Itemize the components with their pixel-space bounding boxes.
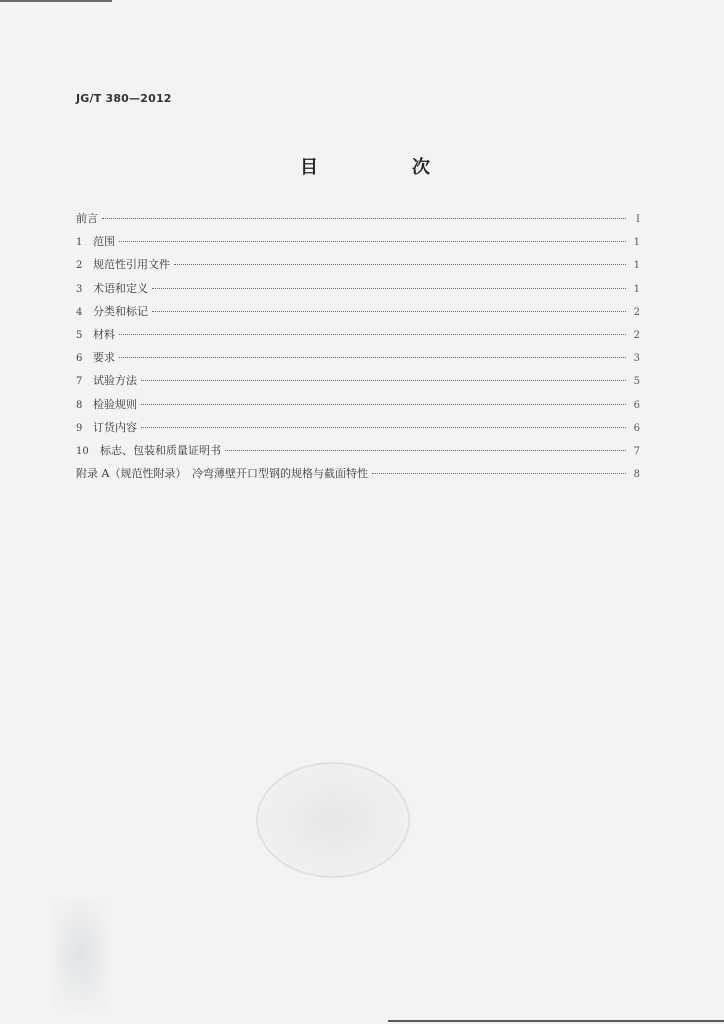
toc-entry-5[interactable] <box>76 326 640 349</box>
toc-entry-number: 10 <box>76 445 89 457</box>
toc-leader-dots <box>225 450 626 451</box>
toc-entry-page: 7 <box>633 445 640 457</box>
toc-entry-8[interactable] <box>76 396 640 419</box>
toc-entry-1[interactable] <box>76 233 640 256</box>
toc-entry-number: 3 <box>76 283 83 295</box>
toc-leader-dots <box>174 264 626 265</box>
toc-entry-label: 检验规则 <box>93 397 137 411</box>
toc-entry-page: 1 <box>633 283 640 295</box>
toc-leader-dots <box>141 380 626 381</box>
toc-entry-number: 6 <box>76 353 83 365</box>
toc-entry-page: 1 <box>633 260 640 272</box>
toc-entry-number: 4 <box>76 306 83 318</box>
top-rule <box>0 0 112 2</box>
toc-leader-dots <box>119 334 626 335</box>
toc-entry-number: 5 <box>76 329 83 341</box>
toc-entry-page: Ⅰ <box>636 214 640 225</box>
toc-entry-page: 6 <box>633 399 640 411</box>
toc-entry-6[interactable] <box>76 349 640 372</box>
toc-entry-number: 9 <box>76 422 83 434</box>
toc-entry-page: 8 <box>633 469 640 481</box>
toc-entry-page: 3 <box>633 353 640 365</box>
toc-entry-label: 试验方法 <box>93 374 137 388</box>
toc-entry-page: 2 <box>633 306 640 318</box>
toc-entry-number: 2 <box>76 260 83 272</box>
toc-leader-dots <box>119 241 626 242</box>
table-of-contents <box>76 210 640 488</box>
bottom-rule <box>388 1020 724 1022</box>
toc-entry-label: 要求 <box>93 351 115 365</box>
toc-entry-9[interactable] <box>76 419 640 442</box>
toc-entry-label: 附录 A（规范性附录） 冷弯薄壁开口型钢的规格与截面特性 <box>76 467 368 481</box>
toc-entry-4[interactable] <box>76 303 640 326</box>
toc-entry-2[interactable] <box>76 256 640 279</box>
toc-entry-page: 1 <box>633 237 640 249</box>
toc-leader-dots <box>119 357 626 358</box>
toc-leader-dots <box>152 311 626 312</box>
toc-entry-annex-a[interactable] <box>76 465 640 488</box>
toc-leader-dots <box>141 427 626 428</box>
toc-entry-page: 2 <box>633 329 640 341</box>
toc-entry-label: 术语和定义 <box>93 281 148 295</box>
document-code: JG/T 380—2012 <box>76 92 172 105</box>
toc-entry-label: 规范性引用文件 <box>93 258 170 272</box>
toc-entry-number: 1 <box>76 237 83 249</box>
toc-entry-number: 8 <box>76 399 83 411</box>
toc-leader-dots <box>102 218 626 219</box>
toc-entry-label: 材料 <box>93 327 115 341</box>
toc-entry-foreword[interactable] <box>76 210 640 233</box>
toc-entry-page: 5 <box>633 376 640 388</box>
toc-entry-label: 标志、包装和质量证明书 <box>100 443 221 457</box>
toc-title: 目 次 <box>300 157 468 178</box>
toc-entry-label: 订货内容 <box>93 420 137 434</box>
toc-entry-page: 6 <box>633 422 640 434</box>
toc-leader-dots <box>141 404 626 405</box>
scan-smudge <box>52 898 110 1010</box>
toc-entry-label: 前言 <box>76 212 98 225</box>
faded-stamp <box>256 762 410 878</box>
toc-entry-number: 7 <box>76 376 83 388</box>
toc-leader-dots <box>152 288 626 289</box>
toc-entry-label: 范围 <box>93 235 115 249</box>
toc-entry-label: 分类和标记 <box>93 304 148 318</box>
toc-entry-3[interactable] <box>76 280 640 303</box>
toc-entry-7[interactable] <box>76 372 640 395</box>
toc-leader-dots <box>372 473 626 474</box>
toc-entry-10[interactable] <box>76 442 640 465</box>
